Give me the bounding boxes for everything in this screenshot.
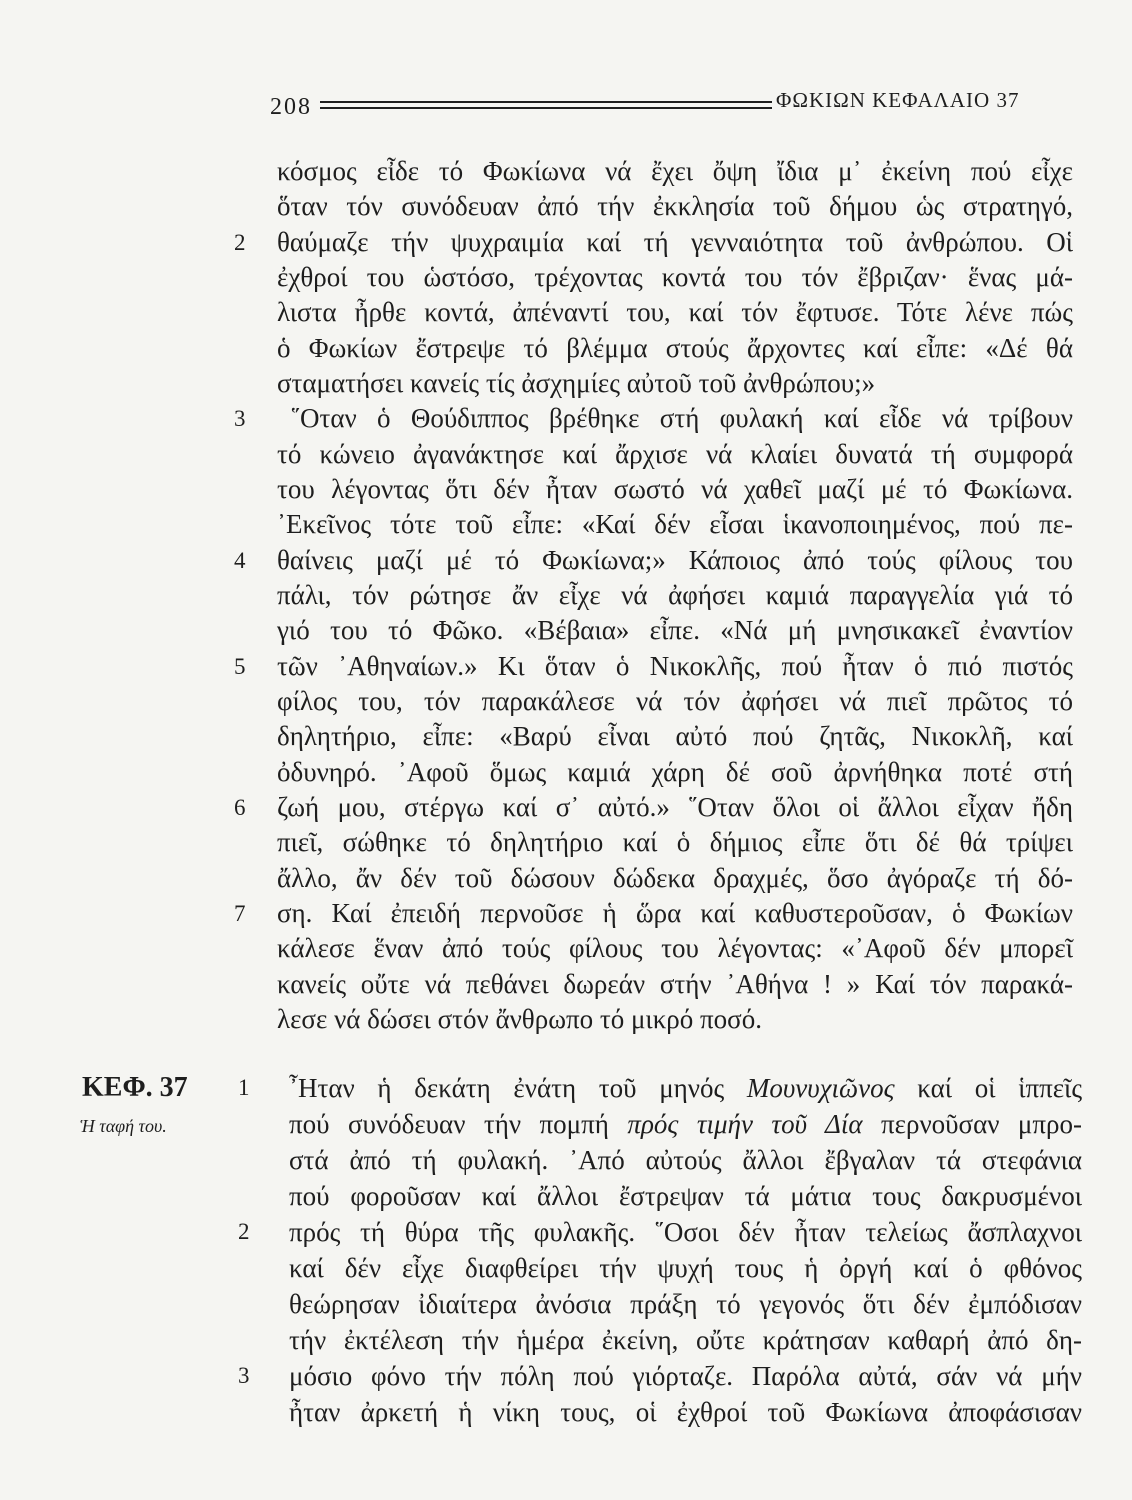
text-line: πού φοροῦσαν καί ἄλλοι ἔστρεψαν τά μάτια τους δακρυσμένοι <box>289 1181 1082 1211</box>
text-line: ἐχθροί του ὡστόσο, τρέχοντας κοντά του τόν ἔβριζαν· ἕνας μά- <box>277 261 1073 292</box>
text-line: ἄλλο, ἄν δέν τοῦ δώσουν δώδεκα δραχμές, ὅσο ἀγόραζε τή δό- <box>277 862 1073 893</box>
text-line: θαύμαζε τήν ψυχραιμία καί τή γενναιότητα τοῦ ἀνθρώπου. Οἱ <box>277 226 1073 257</box>
text-line <box>289 1070 1082 1106</box>
text-line: στά ἀπό τή φυλακή. ᾿Από αὐτούς ἄλλοι ἔβγαλαν τά στεφάνια <box>289 1145 1082 1175</box>
text-line: ῞Οταν ὁ Θούδιππος βρέθηκε στή φυλακή καί εἶδε νά τρίβουν <box>291 403 1073 434</box>
numbered-line <box>234 649 1073 684</box>
text-line: λιστα ἦρθε κοντά, ἀπέναντί του, καί τόν ἔφτυσε. Τότε λένε πώς <box>277 297 1073 328</box>
text-line: καί δέν εἶχε διαφθείρει τήν ψυχή τους ἡ ὀργή καί ὁ φθόνος <box>289 1253 1082 1283</box>
numbered-line <box>238 1070 1083 1106</box>
text-line: κόσμος εἶδε τό Φωκίωνα νά ἔχει ὄψη ἴδια μ᾿ ἐκείνη πού εἶχε <box>277 156 1073 186</box>
paragraph-number: 2 <box>234 229 246 255</box>
text-line: δηλητήριο, εἶπε: «Βαρύ εἶναι αὐτό πού ζητᾶς, Νικοκλῆ, καί <box>277 721 1073 752</box>
text-line: κάλεσε ἕναν ἀπό τούς φίλους του λέγοντας: «᾿Αφοῦ δέν μπορεῖ <box>277 933 1073 964</box>
paragraph-number: 4 <box>234 547 246 573</box>
paragraph-number: 6 <box>234 794 246 820</box>
text-line: θεώρησαν ἰδιαίτερα ἀνόσια πράξη τό γεγονός ὅτι δέν ἐμπόδισαν <box>289 1289 1082 1319</box>
numbered-line <box>234 401 1073 436</box>
text-line: ὅταν τόν συνόδευαν ἀπό τήν ἐκκλησία τοῦ δήμου ὡς στρατηγό, <box>277 191 1073 222</box>
text-line: τό κώνειο ἀγανάκτησε καί ἄρχισε νά κλαίει δυνατά τή συμφορά <box>277 438 1073 469</box>
chapter-text-block <box>238 1070 1083 1430</box>
text-line: πάλι, τόν ρώτησε ἄν εἶχε νά ἀφήσει καμιά παραγγελία γιά τό <box>277 579 1073 610</box>
text-line: φίλος του, τόν παρακάλεσε νά τόν ἀφήσει νά πιεῖ πρῶτος τό <box>277 685 1073 716</box>
page-number: 208 <box>270 94 312 120</box>
text-line: λεσε νά δώσει στόν ἄνθρωπο τό μικρό ποσό. <box>277 1003 762 1034</box>
body-text-block <box>234 154 1073 1037</box>
running-title: ΦΩΚΙΩΝ ΚΕΦΑΛΑΙΟ 37 <box>776 88 1020 112</box>
paragraph-number: 1 <box>238 1075 250 1100</box>
numbered-line <box>238 1214 1082 1250</box>
paragraph-number: 3 <box>238 1363 250 1388</box>
numbered-line <box>234 790 1073 825</box>
text-line: ζωή μου, στέργω καί σ᾿ αὐτό.» ῞Οταν ὅλοι οἱ ἄλλοι εἶχαν ἤδη <box>277 791 1073 822</box>
paragraph-number: 3 <box>234 406 246 432</box>
line-segment: καί οἱ ἱππεῖς <box>917 1073 1083 1103</box>
text-line: πρός τή θύρα τῆς φυλακῆς. ῞Οσοι δέν ἦταν τελείως ἄσπλαχνοι <box>289 1217 1082 1247</box>
text-line: τήν ἐκτέλεση τήν ἡμέρα ἐκείνη, οὔτε κράτησαν καθαρή ἀπό δη- <box>289 1325 1082 1355</box>
text-line: ἦταν ἀρκετή ἡ νίκη τους, οἱ ἐχθροί τοῦ Φωκίωνα ἀποφάσισαν <box>289 1397 1082 1427</box>
line-segment: πού συνόδευαν τήν πομπή <box>289 1109 609 1139</box>
italic-phrase: πρός τιμήν τοῦ Δία <box>627 1109 863 1139</box>
text-line: τῶν ᾿Αθηναίων.» Κι ὅταν ὁ Νικοκλῆς, πού ἦταν ὁ πιό πιστός <box>277 650 1073 681</box>
text-line: ᾿Εκεῖνος τότε τοῦ εἶπε: «Καί δέν εἶσαι ἱκανοποιημένος, πού πε- <box>277 509 1073 540</box>
paragraph-number: 2 <box>238 1219 250 1244</box>
text-line: σταματήσει κανείς τίς ἀσχημίες αὐτοῦ τοῦ ἀνθρώπου;» <box>277 367 876 398</box>
paragraph-number: 5 <box>234 653 246 679</box>
text-line: ὀδυνηρό. ᾿Αφοῦ ὅμως καμιά χάρη δέ σοῦ ἀρνήθηκα ποτέ στή <box>277 756 1073 787</box>
numbered-line <box>238 1358 1082 1394</box>
italic-month-name: Μουνυχιῶνος <box>746 1073 895 1103</box>
numbered-line <box>234 543 1073 578</box>
paragraph-number: 7 <box>234 900 246 926</box>
numbered-line <box>234 225 1073 260</box>
text-line: του λέγοντας ὅτι δέν ἦταν σωστό νά χαθεῖ μαζί μέ τό Φωκίωνα. <box>277 473 1073 504</box>
numbered-line <box>234 896 1073 931</box>
text-line: ση. Καί ἐπειδή περνοῦσε ἡ ὥρα καί καθυστεροῦσαν, ὁ Φωκίων <box>277 897 1073 928</box>
text-line: ὁ Φωκίων ἔστρεψε τό βλέμμα στούς ἄρχοντες καί εἶπε: «Δέ θά <box>277 332 1073 363</box>
text-line: μόσιο φόνο τήν πόλη πού γιόρταζε. Παρόλα αὐτά, σάν νά μήν <box>289 1361 1082 1391</box>
chapter-subtitle: Ἡ ταφή του. <box>80 1116 167 1136</box>
text-line: γιό του τό Φῶκο. «Βέβαια» εἶπε. «Νά μή μνησικακεῖ ἐναντίον <box>277 615 1073 646</box>
text-line <box>289 1106 1082 1142</box>
text-line: κανείς οὔτε νά πεθάνει δωρεάν στήν ᾿Αθήνα ! » Καί τόν παρακά- <box>277 968 1073 999</box>
header-double-rule <box>320 101 772 109</box>
chapter-label: ΚΕΦ. 37 <box>82 1072 188 1103</box>
text-line: πιεῖ, σώθηκε τό δηλητήριο καί ὁ δήμιος εἶπε ὅτι δέ θά τρίψει <box>277 827 1073 858</box>
line-segment: περνοῦσαν μπρο- <box>881 1109 1083 1139</box>
text-line: θαίνεις μαζί μέ τό Φωκίωνα;» Κάποιος ἀπό τούς φίλους του <box>277 544 1073 575</box>
line-segment: ῏Ηταν ἡ δεκάτη ἐνάτη τοῦ μηνός <box>289 1073 725 1103</box>
